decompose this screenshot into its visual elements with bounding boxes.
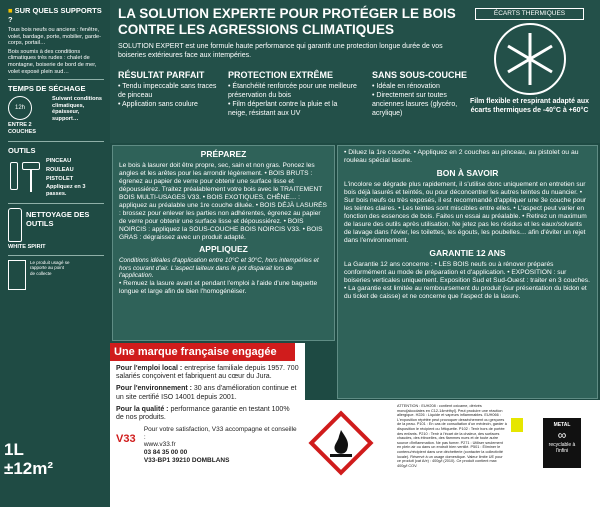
website-link[interactable]: www.v33.fr <box>143 441 176 449</box>
tool-1: PINCEAU <box>45 158 72 165</box>
metal-label: METAL <box>553 422 571 428</box>
tool-2: ROULEAU <box>45 166 74 173</box>
v33-logo: V33 <box>116 433 136 446</box>
brand-item-3-text: performance garantie en testant 100% de nos produits. <box>116 405 290 422</box>
brand-item-1-label: Pour l'emploi local : <box>116 365 183 372</box>
feature-1-title: RÉSULTAT PARFAIT <box>118 70 205 80</box>
brand-title: Une marque française engagée <box>110 343 295 361</box>
brand-item-2-text: 30 ans d'amélioration continue et un site certifié ISO 14001 depuis 2001. <box>116 385 297 401</box>
header-panel <box>110 0 600 143</box>
feature-2-line-1: • Étanchéité renforcée pour une meilleure préservation du bois <box>228 83 357 99</box>
brand-item-2 <box>110 383 305 403</box>
cleaning-title: NETTOYAGE DES OUTILS <box>26 210 90 229</box>
supports-item-2: Bois soumis à des conditions climatiques très rudes : chalet de montagne, boiserie de bord de mer, volet exposé plein sud… <box>8 48 97 75</box>
main-title: LA SOLUTION EXPERTE POUR PROTÉGER LE BOIS CONTRE LES AGRESSIONS CLIMATIQUES <box>118 6 456 37</box>
feature-2-title: PROTECTION EXTRÊME <box>228 70 334 80</box>
brand-item-3 <box>110 404 305 424</box>
volume-coverage: ±12m² <box>4 459 54 478</box>
feature-1-line-2: • Application sans coulure <box>118 101 198 108</box>
brand-item-3-label: Pour la qualité : <box>116 405 169 413</box>
feature-3 <box>372 70 472 118</box>
apply-conditions: Conditions idéales d'application entre 10°C et 30°C, hors intempéries et hors courant d'air. L'aspect laiteux dans le pot disparait lors de l'application. <box>119 257 319 280</box>
prepare-panel <box>112 145 335 341</box>
prepare-text: Le bois à lasurer doit être propre, sec, sain et non gras. Poncez les angles et les arêtes pour les arrondir légèrement. • BOIS BRUTS : égrenez au papier de verre pour obtenir une surface lisse et dépoussiérez. Traitez préalablement votre bois avec le TRAITEMENT BOIS MULTI-USAGES V33. • BOIS EXOTIQUES, CHÊNE… : appliquez au préalable une 1re couche diluée. • BOIS DÉJÀ LASURÉS : brossez pour enlever les parties non adhérentes, égrenez au papier de verre pour obtenir une surface lisse et dépoussiérez. • BOIS NOIRCIS : appliquez la SOUS-COUCHE BOIS NOIRCIS V33. • BOIS GRAS : dégraissez avec un produit adapté. <box>119 162 327 241</box>
recycle-person-icon <box>8 260 26 290</box>
brand-panel <box>110 343 305 507</box>
feature-1 <box>118 70 223 109</box>
feature-2-line-2: • Film déperlant contre la pluie et la neige, résistant aux UV <box>228 101 338 117</box>
apply-title: APPLIQUEZ <box>199 244 248 254</box>
brush-roller-icon <box>8 158 42 198</box>
warranty-text: La Garantie 12 ans concerne : • LES BOIS neufs ou à rénover préparés conformément au mode de préparation et d'application. • EXPOSITION : sur boiseries verticales uniquement. Exposition Sud et Sud-Ouest : traiter en 3 couches. • La garantie est limitée au remboursement du produit (sur présentation du bidon et du ticket de caisse) et ne concerne que l'aspect de la lasure. <box>344 261 590 301</box>
satisfaction-text: Pour votre satisfaction, V33 accompagne et conseille : <box>143 426 297 441</box>
supports-title: ■ SUR QUELS SUPPORTS ? <box>8 6 102 24</box>
drying-between: ENTRE 2 COUCHES <box>8 122 36 135</box>
drying-title: TEMPS DE SÉCHAGE <box>8 84 86 94</box>
brand-item-1 <box>110 363 305 383</box>
feature-3-line-1: • Idéale en rénovation <box>372 83 440 90</box>
warranty-title: GARANTIE 12 ANS <box>429 248 506 259</box>
know-title: BON À SAVOIR <box>436 168 499 179</box>
address: V33-BP1 39210 DOMBLANS <box>143 456 230 464</box>
flammable-hazard-icon <box>308 410 373 475</box>
supports-item-1: Tous bois neufs ou anciens : fenêtre, volet, bardage, porte, mobilier, garde-corps, portail… <box>8 27 101 47</box>
brand-item-2-label: Pour l'environnement : <box>116 385 192 393</box>
waste-note: Les résidus de produit doivent être déposés en déchetterie. <box>540 472 592 489</box>
metal-recyclable-badge <box>543 418 581 468</box>
feature-3-line-2: • Directement sur toutes anciennes lasures (glycéro, acrylique) <box>372 92 458 117</box>
cleaning-product: WHITE SPIRIT <box>8 244 46 251</box>
metal-note: recyclable à l'infini <box>548 442 576 454</box>
drying-note: Suivant conditions climatiques, épaisseur, support… <box>52 96 103 122</box>
thermal-caption: Film flexible et respirant adapté aux écarts thermiques de -40°C à +60°C <box>469 98 590 114</box>
thermal-badge <box>467 4 592 139</box>
clock-icon: 12h <box>8 96 32 120</box>
thermal-header: ÉCARTS THERMIQUES <box>475 8 584 20</box>
yellow-marker <box>511 418 523 432</box>
intro-text: SOLUTION EXPERT est une formule haute performance qui garantit une protection longue durée de vos boiseries extérieures face aux intempéries. <box>118 43 443 59</box>
feature-3-title: SANS SOUS-COUCHE <box>372 70 468 80</box>
tools-title: OUTILS <box>8 146 36 156</box>
legal-text: ATTENTION : EUH208 : contient oxicame, dérivés mono[alcoolates en C12-14méthyl]. Peut produire une réaction allergique. H226 : Liquide et vapeurs inflammables. EUH066 : L'exposition répétée peut provoquer dessèchement ou gerçures de la peau. P101 : En cas de consultation d'un médecin, garder à disposition le récipient ou l'étiquette. P102 : Tenir hors de portée des enfants. P210 : Tenir à l'écart de la chaleur, des surfaces chaudes, des étincelles, des flammes nues et de toute autre source d'inflammation. Ne pas fumer. P271 : Utiliser seulement en plein air ou dans un endroit bien ventilé. P501 : Éliminer le contenu/récipient dans une déchetterie (contacter la collectivité locale). Réservé à un usage domestique. Valeur limite UE pour ce produit (cat A/e) : 400g/l (2010). Ce produit contient max 400g/l COV. <box>397 404 507 468</box>
prepare-title: PRÉPAREZ <box>200 149 247 159</box>
volume-label <box>4 440 53 478</box>
recycle-note: Le produit usagé se rapporte au point de collecte <box>30 259 70 276</box>
info-panel <box>337 145 598 399</box>
apply-continued: • Diluez la 1re couche. • Appliquez en 2 couches au pinceau, au pistolet ou au rouleau spécial lasure. <box>344 149 579 165</box>
tool-3: PISTOLET <box>45 175 74 182</box>
brand-item-1-text: entreprise familiale depuis 1957. 700 salariés conçoivent et fabriquent au cœur du Jura. <box>116 365 299 381</box>
feature-2 <box>228 70 358 118</box>
volume-liters: 1L <box>4 440 24 459</box>
apply-text: • Remuez la lasure avant et pendant l'emploi à l'aide d'une baguette longue et large afin de bien l'homogénéiser. <box>119 279 318 295</box>
infinity-icon: ∞ <box>557 428 567 442</box>
snowflake-sun-icon <box>494 23 566 95</box>
tools-note: Appliquez en 3 passes. <box>45 184 86 197</box>
phone-number: 03 84 35 00 00 <box>143 449 188 456</box>
know-text: L'incolore se dégrade plus rapidement, il s'utilise donc uniquement en entretien sur bois déjà lasurés et teintés, ou pour déconcentrer les autres teintes du nuancier. • Sur bois neufs ou très exposés, il est recommandé d'appliquer une 3e couche pour les teintes claires. • Les teintes sont miscibles entre elles. • L'aspect peut varier en fonction des essences de bois. Faites un essai au préalable. • Retirez un maximum de lasure des outils après utilisation. Ne jetez pas les résidus et les eaux/solvants de lavage dans l'évier, les toilettes, les égouts, les poubelles… afin d'éviter un rejet dans l'environnement. <box>344 181 587 245</box>
feature-1-line-1: • Tendu impeccable sans traces de pinceau <box>118 83 217 99</box>
bottle-icon <box>8 208 22 242</box>
left-info-column <box>0 0 110 507</box>
